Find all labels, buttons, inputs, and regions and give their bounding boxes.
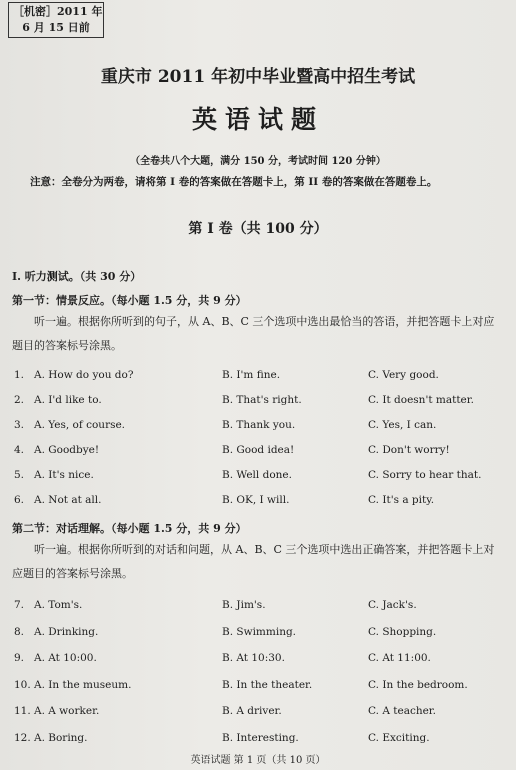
option-b: B. Swimming. bbox=[222, 625, 297, 638]
section2-heading: 第二节：对话理解。（每小题 1.5 分，共 9 分） bbox=[12, 522, 247, 535]
question-number: 2. bbox=[14, 394, 25, 406]
question-number: 3. bbox=[14, 419, 25, 431]
option-a: A. Yes, of course. bbox=[34, 419, 126, 431]
question-row bbox=[0, 626, 516, 646]
question-row bbox=[0, 679, 516, 699]
option-c: C. Shopping. bbox=[368, 625, 437, 638]
question-number: 9. bbox=[14, 652, 25, 664]
exam-info: （全卷共八个大题，满分 150 分，考试时间 120 分钟） bbox=[130, 156, 386, 167]
question-row bbox=[0, 469, 516, 489]
option-c: C. Don't worry! bbox=[368, 444, 450, 456]
option-a: A. Goodbye! bbox=[34, 444, 100, 456]
option-b: B. Interesting. bbox=[222, 731, 299, 744]
question-row bbox=[0, 705, 516, 725]
exam-notice: 注意：全卷分为两卷，请将第 I 卷的答案做在答题卡上，第 II 卷的答案做在答题卷上。 bbox=[30, 176, 438, 188]
option-b: B. Good idea! bbox=[222, 444, 295, 456]
question-number: 10. bbox=[14, 678, 31, 691]
stamp-line-1: ［机密］2011 年 bbox=[13, 5, 103, 18]
option-c: C. In the bedroom. bbox=[368, 678, 468, 691]
stamp-line-2: 6 月 15 日前 bbox=[22, 21, 90, 34]
option-a: A. At 10:00. bbox=[34, 652, 97, 664]
option-c: C. Jack's. bbox=[368, 599, 417, 611]
question-row bbox=[0, 419, 516, 439]
question-number: 7. bbox=[14, 599, 25, 611]
question-number: 8. bbox=[14, 625, 25, 638]
question-number: 6. bbox=[14, 494, 25, 506]
option-a: A. Not at all. bbox=[34, 494, 102, 506]
option-c: C. Yes, I can. bbox=[368, 419, 437, 431]
question-row bbox=[0, 369, 516, 389]
option-a: A. I'd like to. bbox=[34, 394, 102, 406]
question-row bbox=[0, 732, 516, 752]
option-c: C. It's a pity. bbox=[368, 494, 435, 506]
option-b: B. OK, I will. bbox=[222, 494, 290, 506]
option-c: C. Very good. bbox=[368, 369, 439, 381]
option-c: C. Sorry to hear that. bbox=[368, 469, 482, 481]
option-c: C. At 11:00. bbox=[368, 652, 431, 664]
question-row bbox=[0, 494, 516, 514]
section1-instructions: 听一遍。根据你所听到的句子，从 A、B、C 三个选项中选出最恰当的答语，并把答题卡上对应题目的答案标号涂黑。 bbox=[12, 315, 495, 352]
subject-title: 英语试题 bbox=[191, 105, 324, 134]
option-b: B. Well done. bbox=[222, 469, 292, 481]
option-a: A. How do you do? bbox=[34, 369, 134, 381]
question-number: 12. bbox=[14, 731, 31, 744]
exam-title: 重庆市 2011 年初中毕业暨高中招生考试 bbox=[100, 67, 416, 87]
option-b: B. In the theater. bbox=[222, 678, 313, 691]
option-b: B. Thank you. bbox=[222, 419, 296, 431]
option-a: A. Drinking. bbox=[34, 625, 99, 638]
option-c: C. It doesn't matter. bbox=[368, 394, 474, 406]
option-a: A. Boring. bbox=[34, 731, 88, 744]
section2-instructions: 听一遍。根据你所听到的对话和问题，从 A、B、C 三个选项中选出正确答案，并把答题卡上对应题目的答案标号涂黑。 bbox=[12, 543, 495, 580]
question-number: 1. bbox=[14, 369, 25, 381]
section1-heading: 第一节：情景反应。（每小题 1.5 分，共 9 分） bbox=[12, 294, 247, 307]
part-heading: I. 听力测试。（共 30 分） bbox=[12, 270, 142, 283]
question-number: 5. bbox=[14, 469, 25, 481]
option-c: C. A teacher. bbox=[368, 705, 437, 717]
option-b: B. That's right. bbox=[222, 394, 302, 406]
question-number: 4. bbox=[14, 444, 25, 456]
option-a: A. In the museum. bbox=[34, 678, 132, 691]
confidential-stamp bbox=[8, 2, 104, 38]
option-b: B. At 10:30. bbox=[222, 652, 285, 664]
option-b: B. A driver. bbox=[222, 705, 282, 717]
question-row bbox=[0, 394, 516, 414]
option-a: A. It's nice. bbox=[34, 469, 94, 481]
option-b: B. Jim's. bbox=[222, 599, 266, 611]
page-footer: 英语试题 第 1 页（共 10 页） bbox=[190, 755, 326, 766]
question-row bbox=[0, 444, 516, 464]
question-row bbox=[0, 652, 516, 672]
question-number: 11. bbox=[14, 705, 31, 717]
option-a: A. Tom's. bbox=[34, 599, 83, 611]
question-row bbox=[0, 599, 516, 619]
volume-title: 第 I 卷（共 100 分） bbox=[188, 221, 328, 237]
option-b: B. I'm fine. bbox=[222, 369, 281, 381]
option-a: A. A worker. bbox=[34, 705, 100, 717]
option-c: C. Exciting. bbox=[368, 731, 430, 744]
